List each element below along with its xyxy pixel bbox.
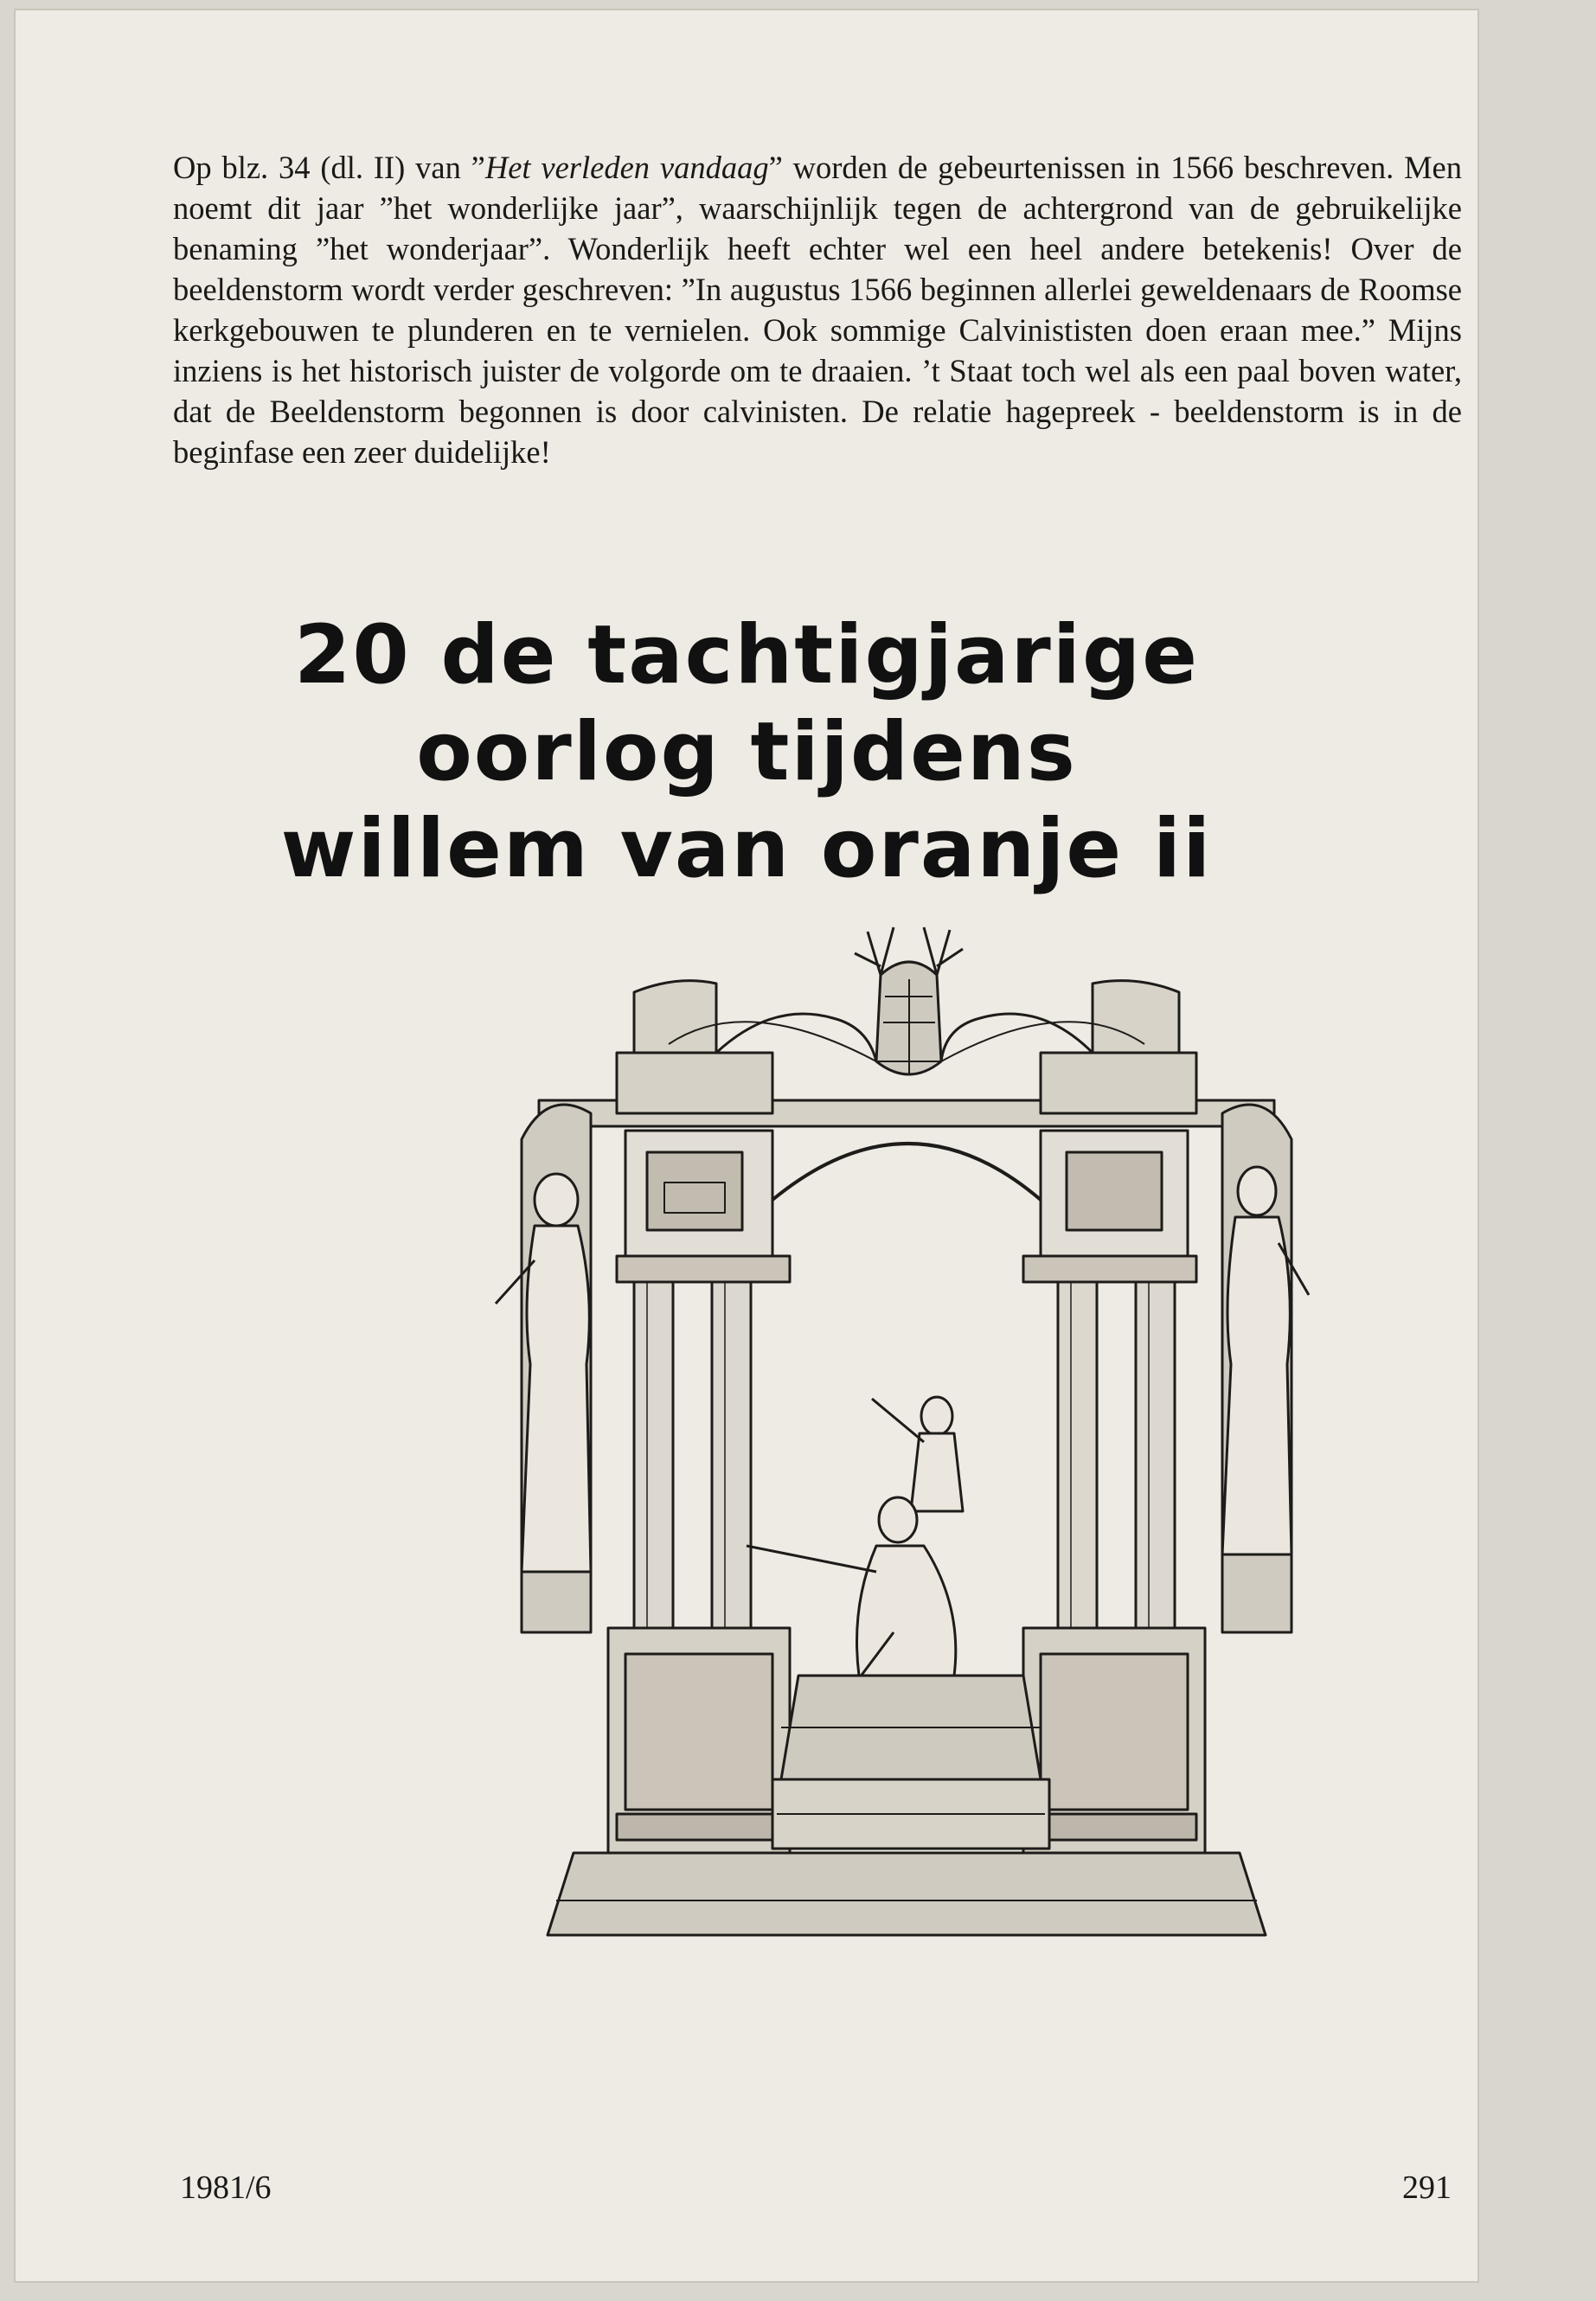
body-paragraph xyxy=(173,147,1462,472)
heading-line-1: 20 de tachtigjarige xyxy=(293,608,1200,702)
page xyxy=(16,10,1477,2281)
heading-line-3: willem van oranje ii xyxy=(280,802,1213,896)
heading-line-2: oorlog tijdens xyxy=(416,705,1077,799)
body-text-part2: ” worden de gebeurtenissen in 1566 beschreven. Men noemt dit jaar ”het wonderlijke jaar”, waarschijnlijk tegen de achtergrond van de gebruikelijke benaming ”het wonderjaar”. Wonderlijk heeft echter wel een heel andere betekenis! Over de beeldenstorm wordt verder geschreven: ”In augustus 1566 beginnen allerlei geweldenaars de Roomse kerkgebouwen te plunderen en te vernielen. Ook sommige Calvinististen doen eraan mee.” Mijns inziens is het historisch juister de volgorde om te draaien. ’t Staat toch wel als een paal boven water, dat de Beeldenstorm begonnen is door calvinisten. De relatie hagepreek - beeldenstorm is in de beginfase een zeer duidelijke! xyxy=(173,150,1462,470)
chapter-heading xyxy=(16,607,1477,898)
book-title: Het verleden vandaag xyxy=(484,150,769,185)
monument-illustration xyxy=(487,914,1326,1978)
issue-number: 1981/6 xyxy=(180,2170,272,2206)
body-text-part1: Op blz. 34 (dl. II) van ” xyxy=(173,150,485,185)
page-number: 291 xyxy=(1402,2170,1452,2206)
